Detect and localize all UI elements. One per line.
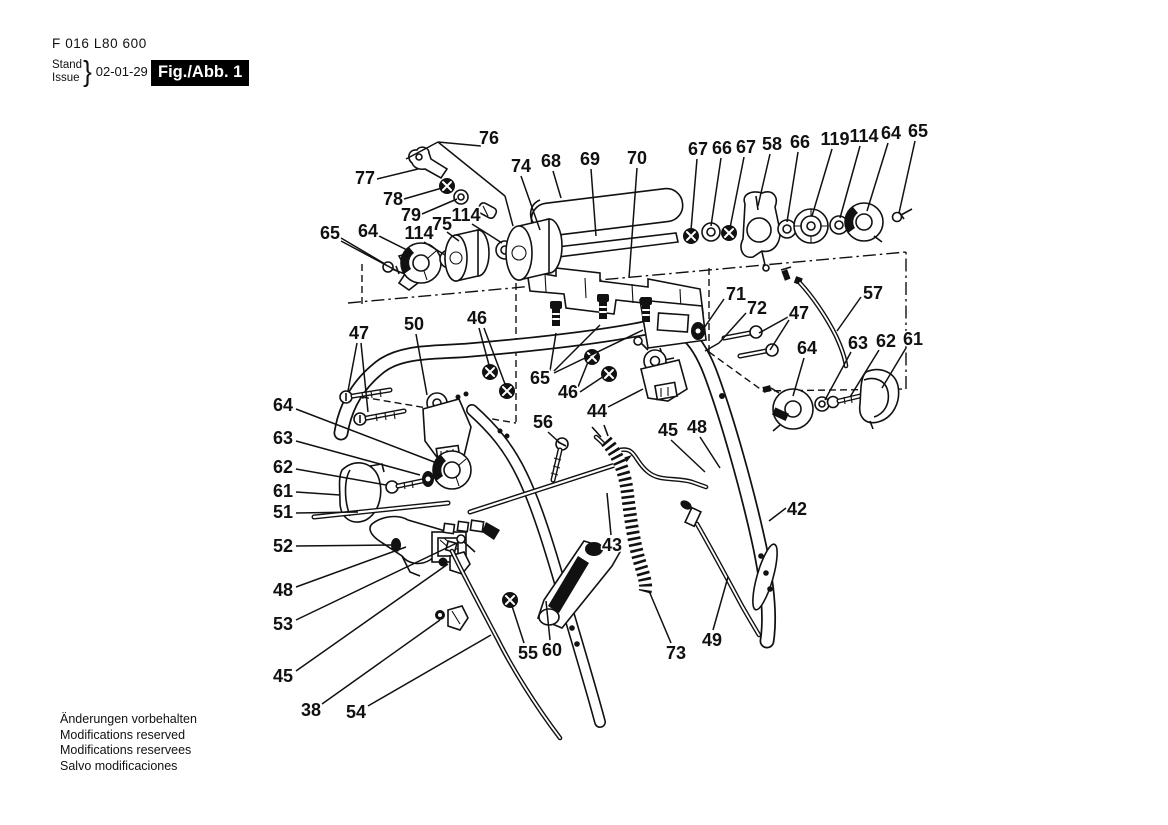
part-washer-79 xyxy=(454,190,468,204)
part-pulley-64-right xyxy=(762,385,813,431)
leader-line-46 xyxy=(580,376,604,392)
leader-line-65 xyxy=(341,238,385,264)
part-pulley-64-right-roller xyxy=(845,203,883,242)
leader-line-65 xyxy=(341,241,399,272)
leader-line-67 xyxy=(730,157,744,228)
callout-67: 67 xyxy=(735,137,757,157)
brace-glyph: } xyxy=(83,54,92,88)
disclaimer-line: Salvo modificaciones xyxy=(60,758,178,773)
leader-line-57 xyxy=(837,297,861,331)
leader-line-48 xyxy=(296,547,406,587)
part-nut-67-a xyxy=(683,228,699,244)
disclaimer-block xyxy=(60,712,197,774)
part-screw-62-left xyxy=(386,481,422,493)
part-clip-38 xyxy=(435,606,468,630)
leader-line-77 xyxy=(377,169,418,179)
part-washer-63-right xyxy=(815,397,829,411)
callout-54: 54 xyxy=(345,702,367,722)
part-small-bolt xyxy=(781,267,791,281)
callout-74: 74 xyxy=(510,156,532,176)
leader-line-38 xyxy=(322,620,440,704)
leader-line-56 xyxy=(548,432,560,443)
stand-label: Stand xyxy=(52,58,83,71)
disclaimer-line: Modifications reserved xyxy=(60,727,186,742)
part-nut-78 xyxy=(439,178,455,194)
issue-label: Issue xyxy=(52,71,80,84)
leader-line-64 xyxy=(867,143,888,211)
leader-line-65 xyxy=(899,141,915,213)
part-wheel-119 xyxy=(794,209,828,243)
leader-line-73 xyxy=(649,591,671,643)
callout-42: 42 xyxy=(786,499,808,519)
right-roller-assembly xyxy=(683,192,912,281)
callout-48: 48 xyxy=(272,580,294,600)
part-wing-key-77 xyxy=(409,147,447,178)
part-screws-47-right xyxy=(724,326,778,356)
leader-line-50 xyxy=(416,334,427,395)
leader-line-72 xyxy=(705,343,719,351)
leader-line-66 xyxy=(711,158,721,226)
callout-63: 63 xyxy=(272,428,294,448)
disclaimer-line: Modifications reservees xyxy=(60,743,192,757)
callout-114: 114 xyxy=(451,205,481,225)
leader-line-67 xyxy=(691,159,697,230)
leader-line-76 xyxy=(505,196,513,226)
part-screw-62-right xyxy=(828,396,861,408)
part-nut-67-b xyxy=(721,225,737,241)
callout-62: 62 xyxy=(272,457,294,477)
callout-45: 45 xyxy=(272,666,294,686)
leader-line-47 xyxy=(759,317,788,333)
callout-73: 73 xyxy=(665,643,687,663)
leader-line-51 xyxy=(296,512,358,513)
callout-78: 78 xyxy=(382,189,404,209)
callout-70: 70 xyxy=(626,148,648,168)
leader-line-74 xyxy=(521,176,540,230)
disclaimer-line: Änderungen vorbehalten xyxy=(60,712,197,726)
callout-72: 72 xyxy=(746,298,768,318)
leader-line-55 xyxy=(512,606,524,643)
right-mid-assembly xyxy=(762,370,898,431)
part-washer-63-left xyxy=(422,471,434,487)
callout-64: 64 xyxy=(357,221,379,241)
callout-60: 60 xyxy=(541,640,563,660)
callout-65: 65 xyxy=(907,121,929,141)
leader-line-61 xyxy=(296,492,340,495)
callout-46: 46 xyxy=(557,382,579,402)
callout-61: 61 xyxy=(272,481,294,501)
callout-69: 69 xyxy=(579,149,601,169)
callout-53: 53 xyxy=(272,614,294,634)
callout-119: 119 xyxy=(820,129,850,149)
part-screw-56 xyxy=(551,438,568,480)
leader-line-63 xyxy=(825,352,851,400)
callout-50: 50 xyxy=(403,314,425,334)
leader-line-68 xyxy=(553,171,561,198)
revision-date: 02-01-29 xyxy=(95,64,148,79)
callout-79: 79 xyxy=(400,205,422,225)
callout-44: 44 xyxy=(586,401,608,421)
leader-line-43 xyxy=(607,493,611,535)
callout-49: 49 xyxy=(701,630,723,650)
callout-64: 64 xyxy=(272,395,294,415)
callout-47: 47 xyxy=(788,303,810,323)
callout-38: 38 xyxy=(300,700,322,720)
callout-63: 63 xyxy=(847,333,869,353)
callout-65: 65 xyxy=(529,368,551,388)
leader-line-76 xyxy=(438,142,481,146)
part-pulley-64-left xyxy=(433,451,471,489)
leader-line-54 xyxy=(368,635,491,706)
leader-line-52 xyxy=(296,545,391,546)
callout-64: 64 xyxy=(880,123,902,143)
callout-58: 58 xyxy=(761,134,783,154)
switch-bracket-assembly xyxy=(370,517,500,576)
leader-line-44 xyxy=(608,389,643,407)
callout-56: 56 xyxy=(532,412,554,432)
callout-61: 61 xyxy=(902,329,924,349)
leader-line-71 xyxy=(704,299,724,328)
callout-66: 66 xyxy=(789,132,811,152)
callout-47: 47 xyxy=(348,323,370,343)
leader-line-48 xyxy=(700,437,720,468)
callout-68: 68 xyxy=(540,151,562,171)
callout-52: 52 xyxy=(272,536,294,556)
callout-46: 46 xyxy=(466,308,488,328)
callout-43: 43 xyxy=(601,535,623,555)
figure-badge: Fig./Abb. 1 xyxy=(151,60,249,86)
callout-114: 114 xyxy=(404,223,434,243)
part-screw-65-right xyxy=(893,209,913,222)
callout-55: 55 xyxy=(517,643,539,663)
leader-line-53 xyxy=(296,542,459,620)
leader-line-45 xyxy=(671,440,705,472)
callout-48: 48 xyxy=(686,417,708,437)
callout-114: 114 xyxy=(849,126,879,146)
callout-76: 76 xyxy=(478,128,500,148)
leader-line-78 xyxy=(404,188,442,199)
leader-line-42 xyxy=(769,508,786,521)
part-number: F 016 L80 600 xyxy=(52,36,147,51)
leader-line-47 xyxy=(770,320,789,350)
callout-75: 75 xyxy=(431,214,453,234)
part-rod-51 xyxy=(314,503,448,517)
callout-51: 51 xyxy=(272,502,294,522)
part-lever-58 xyxy=(741,192,780,271)
leader-line-46 xyxy=(578,362,588,387)
callout-62: 62 xyxy=(875,331,897,351)
callout-64: 64 xyxy=(796,338,818,358)
leader-line-49 xyxy=(713,577,728,630)
callout-67: 67 xyxy=(687,139,709,159)
part-shell-61-right xyxy=(860,370,899,429)
part-roller-75 xyxy=(445,230,489,281)
callout-65: 65 xyxy=(319,223,341,243)
callout-45: 45 xyxy=(657,420,679,440)
leader-line-45 xyxy=(296,564,448,671)
part-washer-66-b xyxy=(778,220,796,238)
part-roller-74 xyxy=(506,219,562,280)
callout-66: 66 xyxy=(711,138,733,158)
callout-77: 77 xyxy=(354,168,376,188)
part-nut-55 xyxy=(502,592,518,608)
leader-line-66 xyxy=(787,152,798,222)
callout-57: 57 xyxy=(862,283,884,303)
leader-line-119 xyxy=(812,149,832,216)
callout-71: 71 xyxy=(725,284,747,304)
